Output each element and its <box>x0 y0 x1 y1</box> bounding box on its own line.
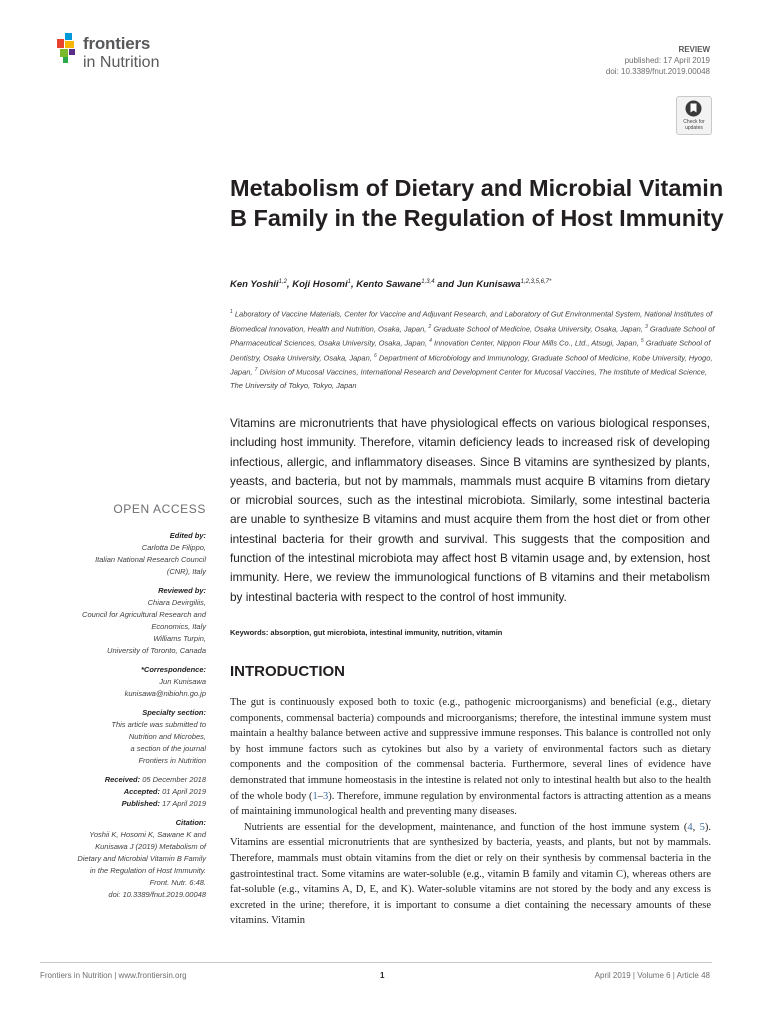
editor-line: Carlotta De Filippo, <box>141 543 206 552</box>
author-name: Koji Hosomi <box>292 279 348 291</box>
check-for-updates-badge[interactable] <box>676 96 712 135</box>
footer-journal-link[interactable]: Frontiers in Nutrition | www.frontiersin.org <box>40 971 187 980</box>
author-name: Jun Kunisawa <box>456 279 521 291</box>
citation-heading: Citation: <box>175 818 206 827</box>
footer-divider <box>40 962 712 963</box>
article-doi[interactable]: doi: 10.3389/fnut.2019.00048 <box>605 67 710 76</box>
check-badge-label: Check for updates <box>683 119 705 131</box>
accepted-date: Accepted: 01 April 2019 <box>123 787 206 796</box>
frontiers-logo-mark-icon <box>57 33 79 63</box>
journal-name-line2: in Nutrition <box>83 54 160 71</box>
author-name: Kento Sawane <box>356 279 422 291</box>
article-sidebar <box>40 503 206 901</box>
open-access-label: OPEN ACCESS <box>113 502 206 516</box>
correspondence-email[interactable]: kunisawa@nibiohn.go.jp <box>124 689 206 698</box>
published-date: published: 17 April 2019 <box>624 56 710 65</box>
author-name: Ken Yoshii <box>230 279 279 291</box>
correspondence-heading: *Correspondence: <box>140 665 206 674</box>
citation-line: in the Regulation of Host Immunity. <box>89 866 206 875</box>
edited-by-heading: Edited by: <box>169 531 206 540</box>
article-type: REVIEW <box>678 45 710 54</box>
citation-line: Dietary and Microbial Vitamin B Family <box>77 854 206 863</box>
specialty-line: Nutrition and Microbes, <box>128 732 206 741</box>
keywords: Keywords: absorption, gut microbiota, intestinal immunity, nutrition, vitamin <box>230 628 503 637</box>
footer-issue-info: April 2019 | Volume 6 | Article 48 <box>594 971 710 980</box>
citation-link[interactable]: 4 <box>687 821 693 833</box>
specialty-heading: Specialty section: <box>142 708 206 717</box>
correspondence-name: Jun Kunisawa <box>159 677 206 686</box>
citation-link[interactable]: 1 <box>312 790 318 802</box>
journal-name-line1: frontiers <box>83 34 151 53</box>
reviewer-line: Council for Agricultural Research and <box>82 610 206 619</box>
citation-doi[interactable]: doi: 10.3389/fnut.2019.00048 <box>108 890 206 899</box>
specialty-line: This article was submitted to <box>111 720 206 729</box>
citation-line: Yoshii K, Hosomi K, Sawane K and <box>89 830 206 839</box>
citation-link[interactable]: 5 <box>699 821 705 833</box>
citation-line: Kunisawa J (2019) Metabolism of <box>95 842 206 851</box>
affiliations: $^1$ Laboratory of Vaccine Materials, Center for Vaccine and Adjuvant Research, and Laboratory of Gut Environmental System, National Institutes of Biomedical Innovation, Health and Nutrition, Osaka, Japan, $^2$ Graduate School of Medicine, Osaka University, Osaka, Japan, $^3$ Graduate School of Pharmaceutical Sciences, Osaka University, Osaka, Japan, $^4$ Innovation Center, Nippon Flour Mills Co., Ltd., Atsugi, Japan, $^5$ Graduate School of Dentistry, Osaka University, Osaka, Japan, $^6$ Department of Microbiology and Immunology, Graduate School of Medicine, Kobe University, Hyogo, Japan, $^7$ Division of Mucosal Vaccines, International Research and Development Center for Mucosal Vaccines, The Institute of Medical Science, The University of Tokyo, Tokyo, Japan <box>230 309 715 390</box>
received-date: Received: 05 December 2018 <box>104 775 206 784</box>
abstract: Vitamins are micronutrients that have physiological effects on various biological responses, including host immunity. Therefore, vitamin deficiency leads to increased risk of developing infectious, allergic, and inflammatory diseases. Since B vitamins are synthesized by plants, yeasts, and bacteria, but not by mammals, mammals must acquire B vitamins from dietary or microbial sources, such as the intestinal microbiota. Similarly, some intestinal bacteria are unable to synthesize B vitamins and must acquire them from the host diet or from other intestinal bacteria for their growth and survival. This suggests that the composition and function of the intestinal microbiota may affect host B vitamin usage and, by extension, host immunity. Here, we review the immunological functions of B vitamins and their metabolism by intestinal bacteria with respect to the control of host immunity. <box>230 416 710 604</box>
author-list: Ken Yoshii$^{1,2}$, Koji Hosomi$^1$, Kento Sawane$^{1,3,4}$ and Jun Kunisawa$^{1,2,3,5,6,7*}$ <box>230 279 552 291</box>
section-heading-introduction: INTRODUCTION <box>230 663 345 680</box>
paragraph: Nutrients are essential for the development, maintenance, and function of the host immune system (4, 5). Vitamins are essential micronutrients that are synthesized by bacteria, yeasts, and plants, but not by mammals. Therefore, mammals must obtain vitamins from the diet or rely on their synthesis by commensal bacteria in the gastrointestinal tract. Some vitamins are water-soluble (e.g., vitamin B family and vitamin C), whereas others are fat-soluble (e.g., vitamins A, D, E, and K). Water-soluble vitamins are not stored by the body and any excess is excreted in the urine; therefore, it is important to consume a diet containing the necessary amounts of these vitamins. Vitamin <box>230 821 711 927</box>
bookmark-check-icon <box>685 100 702 117</box>
citation-link[interactable]: 3 <box>323 790 329 802</box>
journal-logo <box>57 33 197 79</box>
reviewer-line: Chiara Devirgiliis, <box>147 598 206 607</box>
reviewer-line: University of Toronto, Canada <box>107 646 206 655</box>
reviewer-line: Williams Turpin, <box>153 634 206 643</box>
page-number: 1 <box>380 971 385 980</box>
editor-line: Italian National Research Council <box>95 555 206 564</box>
published-date-sidebar: Published: 17 April 2019 <box>121 799 206 808</box>
specialty-line: Frontiers in Nutrition <box>138 756 206 765</box>
article-meta <box>606 44 710 77</box>
reviewer-line: Economics, Italy <box>151 622 206 631</box>
citation-line: Front. Nutr. 6:48. <box>149 878 206 887</box>
reviewed-by-heading: Reviewed by: <box>158 586 206 595</box>
editor-line: (CNR), Italy <box>166 567 206 576</box>
specialty-line: a section of the journal <box>130 744 206 753</box>
article-title: Metabolism of Dietary and Microbial Vitamin B Family in the Regulation of Host Immunity <box>230 175 724 231</box>
paragraph: The gut is continuously exposed both to toxic (e.g., pathogenic microorganisms) and beneficial (e.g., dietary components, commensal bacteria) compounds and microorganisms; therefore, the intestinal immune system must maintain a healthy balance between active and suppressive immune responses. This balance is controlled not only by host immune factors such as cytokines but also by a variety of environmental factors such as dietary components and the composition of the commensal bacteria. Furthermore, several lines of evidence have demonstrated that immune homeostasis in the intestine is related not only to intestinal health but also to the health of the whole body (1–3). Therefore, immune regulation by environmental factors is attracting attention as a means of maintaining immunological health and preventing many diseases. <box>230 697 711 818</box>
body-text <box>230 695 711 929</box>
